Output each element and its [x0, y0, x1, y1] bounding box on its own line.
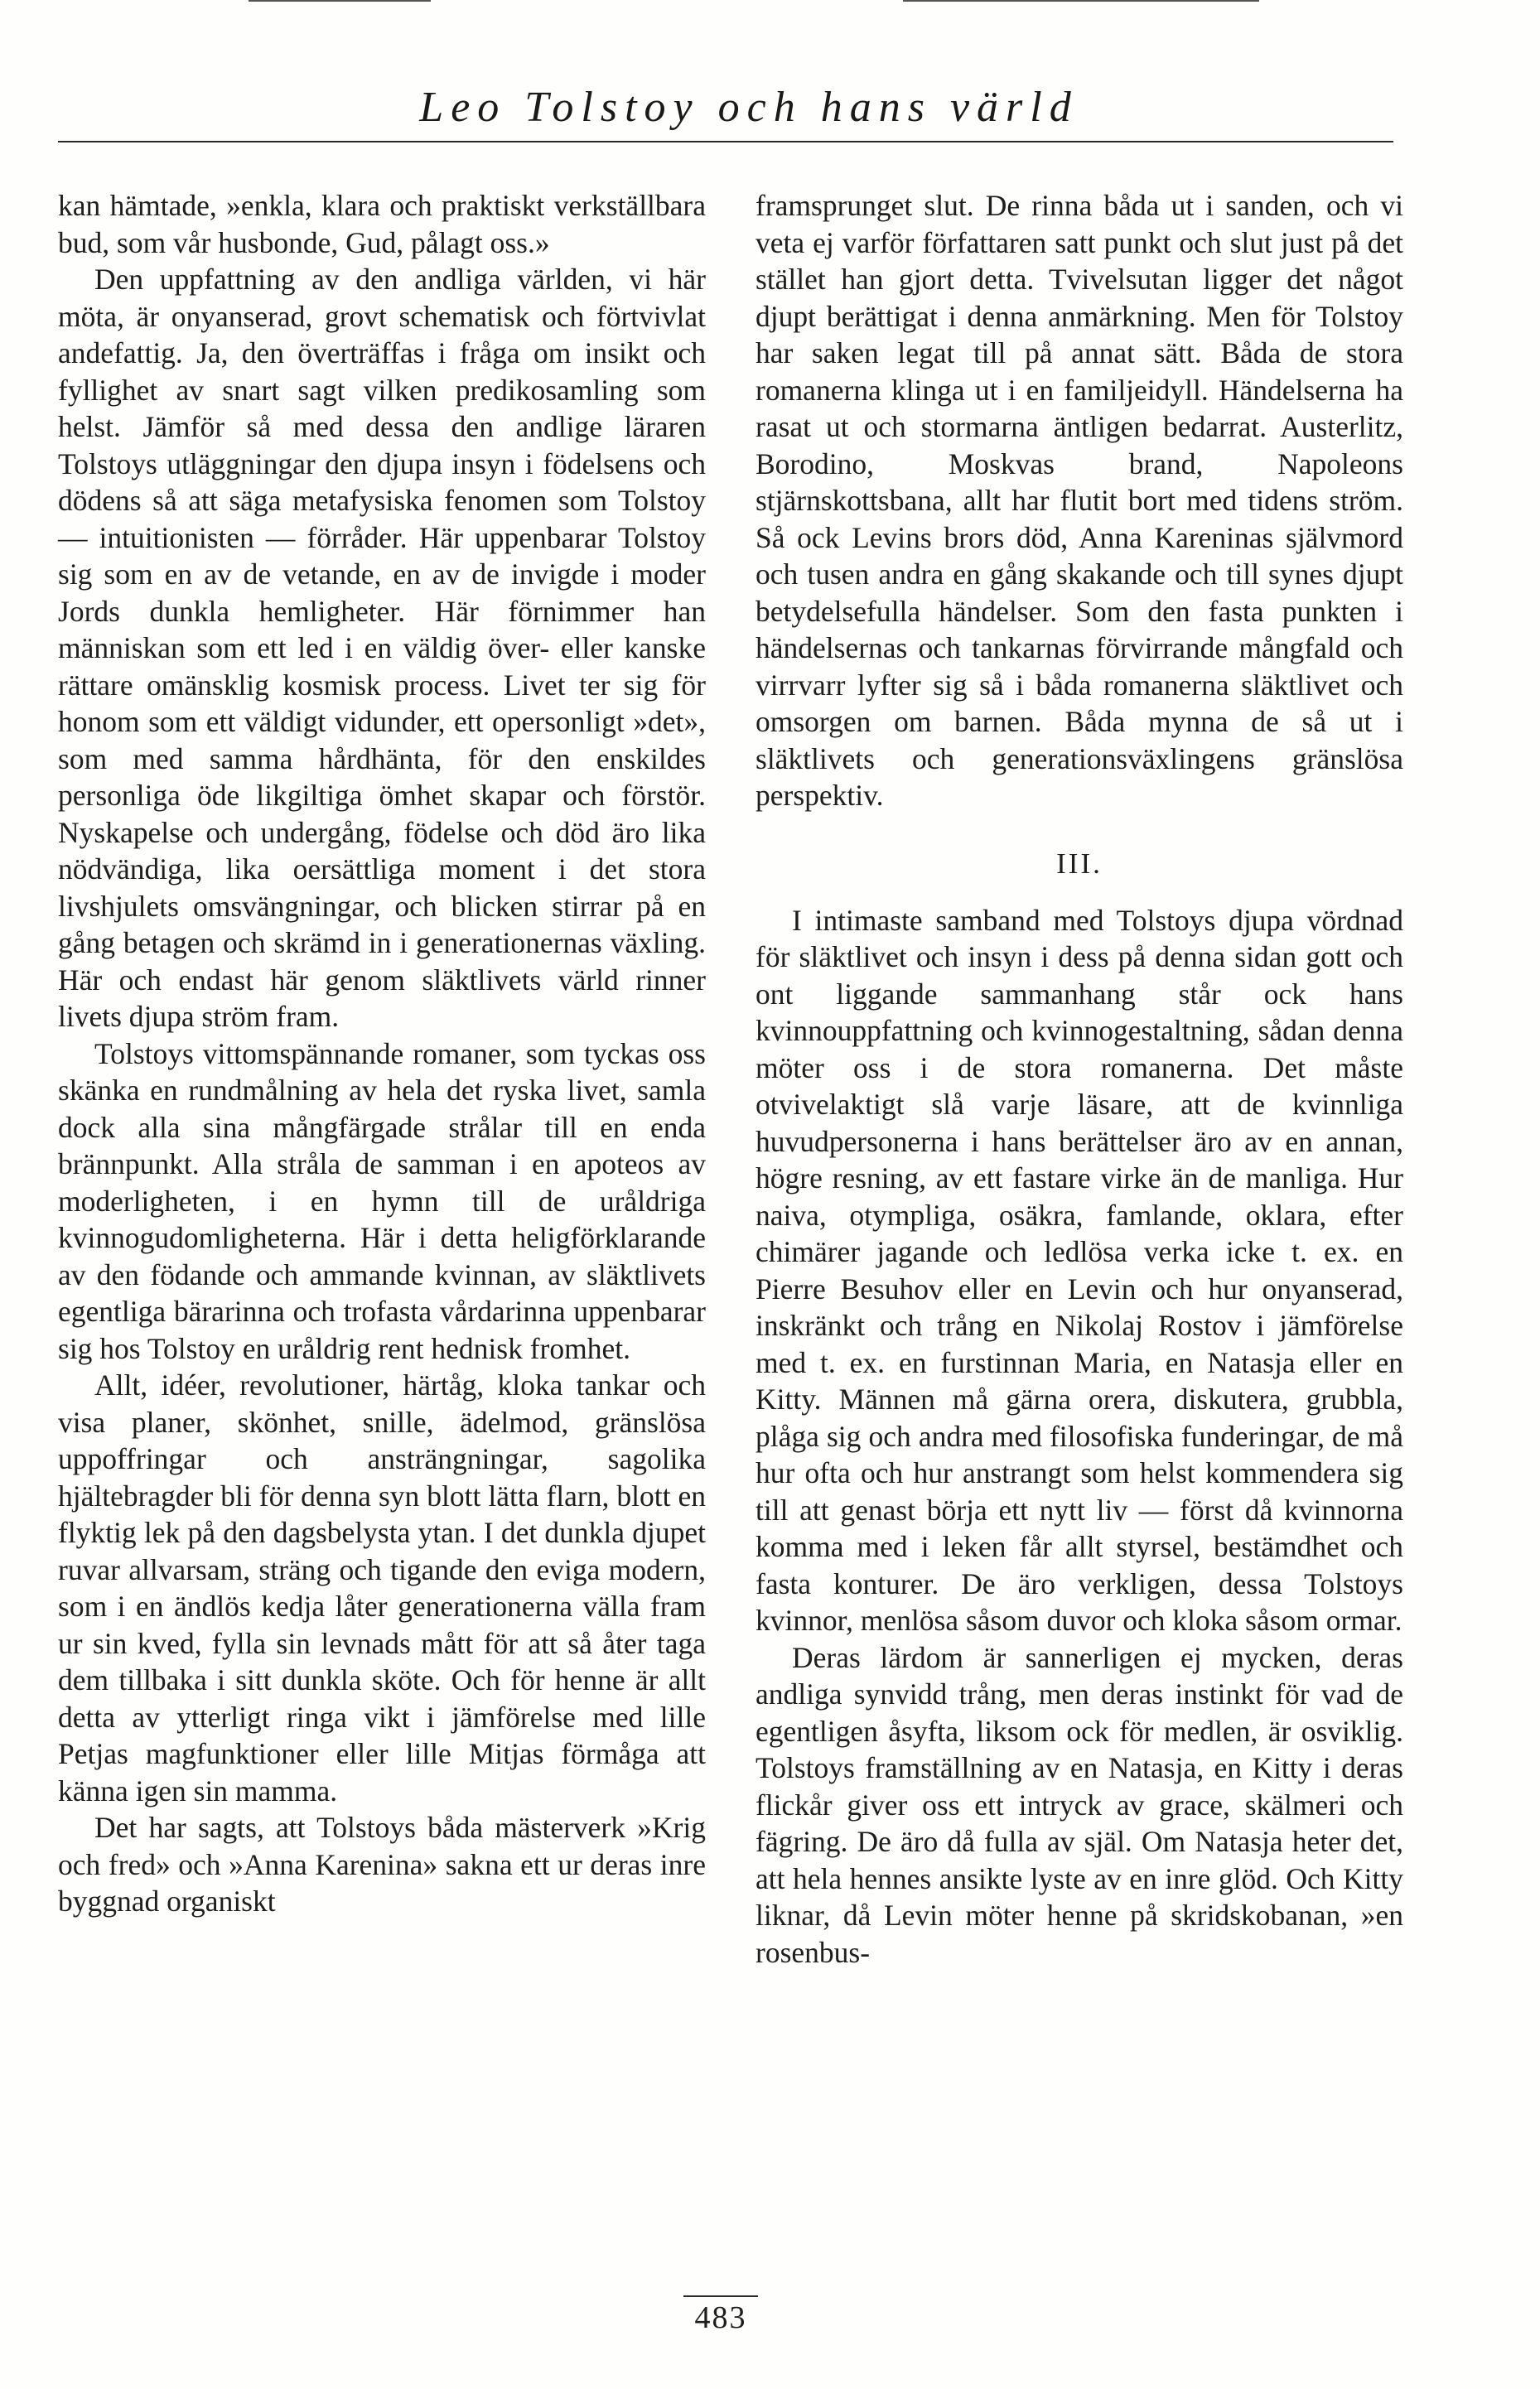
left-column — [58, 187, 706, 1920]
paragraph: I intimaste samband med Tolstoys djupa vördnad för släktlivet och insyn i dess på denna sidan gott och ont liggande sammanhang står ock hans kvinnouppfattning och kvinnogestaltning, sådan denna möter oss i de stora romanerna. Det måste otvivelaktigt slå varje läsare, att de kvinnliga huvudpersonerna i hans berättelser äro av en annan, högre resning, av ett fastare virke än de manliga. Hur naiva, otympliga, osäkra, famlande, oklara, efter chimärer jagande och ledlösa verka icke t. ex. en Pierre Besuhov eller en Levin och hur onyanserad, inskränkt och trång en Nikolaj Rostov i jämförelse med t. ex. en furstinnan Maria, en Natasja eller en Kitty. Männen må gärna orera, diskutera, grubbla, plåga sig och andra med filosofiska funderingar, de må hur ofta och hur anstrangt som helst kommendera sig till att genast börja ett nytt liv — först då kvinnorna komma med i leken får allt styrsel, bestämdhet och fasta konturer. De äro verkligen, dessa Tolstoys kvinnor, menlösa såsom duvor och kloka såsom ormar. — [756, 903, 1403, 1637]
paragraph: Tolstoys vittomspännande romaner, som tyckas oss skänka en rundmålning av hela det ryska livet, samla dock alla sina mångfärgade strålar till en enda brännpunkt. Alla stråla de samman i en apoteos av moderligheten, i en hymn till de uråldriga kvinnogudomligheterna. Här i detta heligförklarande av den födande och ammande kvinnan, av släktlivets egentliga bärarinna och trofasta vårdarinna uppenbarar sig hos Tolstoy en uråldrig rent hednisk fromhet. — [58, 1036, 706, 1365]
paragraph: Allt, idéer, revolutioner, härtåg, kloka tankar och visa planer, skönhet, snille, ädelmod, gränslösa uppoffringar och ansträngningar, sagolika hjältebragder bli för denna syn blott lätta flarn, blott en flyktig lek på den dagsbelysta ytan. I det dunkla djupet ruvar allvarsam, sträng och tigande den eviga modern, som i en ändlös kedja låter generationerna välla fram ur sin kved, fylla sin levnads mått för att så åter taga dem tillbaka i sitt dunkla sköte. Och för henne är allt detta av ytterligt ringa vikt i jämförelse med lille Petjas magfunktioner eller lille Mitjas förmåga att känna igen sin mamma. — [58, 1368, 706, 1807]
running-header-title: Leo Tolstoy och hans värld — [419, 84, 1079, 131]
paragraph: Den uppfattning av den andliga världen, vi här möta, är onyanserad, grovt schematisk och förtvivlat andefattig. Ja, den överträffas i fråga om insikt och fyllighet av snart sagt vilken predikosamling som helst. Jämför så med dessa den andlige läraren Tolstoys utläggningar den djupa insyn i födelsens och dödens så att säga metafysiska fenomen som Tolstoy — intuitionisten — förråder. Här uppenbarar Tolstoy sig som en av de vetande, en av de invigde i moder Jords dunkla hemligheter. Här förnimmer han människan som ett led i en väldig över- eller kanske rättare omänsklig kosmisk process. Livet ter sig för honom som ett väldigt vidunder, ett opersonligt »det», som med samma hårdhänta, för den enskildes personliga öde likgiltiga ömhet skapar och förstör. Nyskapelse och undergång, födelse och död äro lika nödvändiga, lika oersättliga moment i det stora livshjulets omsvängningar, och blicken stirrar på en gång betagen och skrämd in i generationernas växling. Här och endast här genom släktlivets värld rinner livets djupa ström fram. — [58, 263, 706, 1033]
top-edge-mark — [903, 0, 1259, 2]
section-heading: III. — [1056, 847, 1103, 880]
top-edge-mark — [249, 0, 431, 2]
paragraph: Deras lärdom är sannerligen ej mycken, deras andliga synvidd trång, men deras instinkt för vad de egentligen åsyfta, liksom ock för medlen, är osviklig. Tolstoys framställning av en Natasja, en Kitty i deras flickår giver oss ett intryck av grace, skälmeri och fägring. De äro då fulla av själ. Om Natasja heter det, att hela hennes ansikte lyste av en inre glöd. Och Kitty liknar, då Levin möter henne på skridskobanan, »en rosenbus- — [756, 1640, 1403, 1969]
page-number: 483 — [694, 2300, 747, 2335]
header-rule — [58, 141, 1393, 142]
paragraph: kan hämtade, »enkla, klara och praktiskt verkställbara bud, som vår husbonde, Gud, pålagt oss.» — [58, 189, 706, 259]
page-number-rule — [683, 2295, 758, 2297]
paragraph: framsprunget slut. De rinna båda ut i sanden, och vi veta ej varför författaren satt punkt och slut just på det stället han gjort detta. Tvivelsutan ligger det något djupt berättigat i denna anmärkning. Men för Tolstoy har saken legat till på annat sätt. Båda de stora romanerna klinga ut i en familjeidyll. Händelserna ha rasat ut och stormarna äntligen bedarrat. Austerlitz, Borodino, Moskvas brand, Napoleons stjärnskottsbana, allt har flutit bort med tidens ström. Så ock Levins brors död, Anna Kareninas självmord och tusen andra en gång skakande och till synes djupt betydelsefulla händelser. Som den fasta punkten i händelsernas och tankarnas förvirrande mångfald och virrvarr lyfter sig så i båda romanerna släktlivet och omsorgen om barnen. Båda mynna de så ut i släktlivets och generationsväxlingens gränslösa perspektiv. — [756, 189, 1403, 812]
right-column — [756, 187, 1403, 1971]
paragraph: Det har sagts, att Tolstoys båda mästerverk »Krig och fred» och »Anna Karenina» sakna ett ur deras inre byggnad organiskt — [58, 1811, 706, 1918]
